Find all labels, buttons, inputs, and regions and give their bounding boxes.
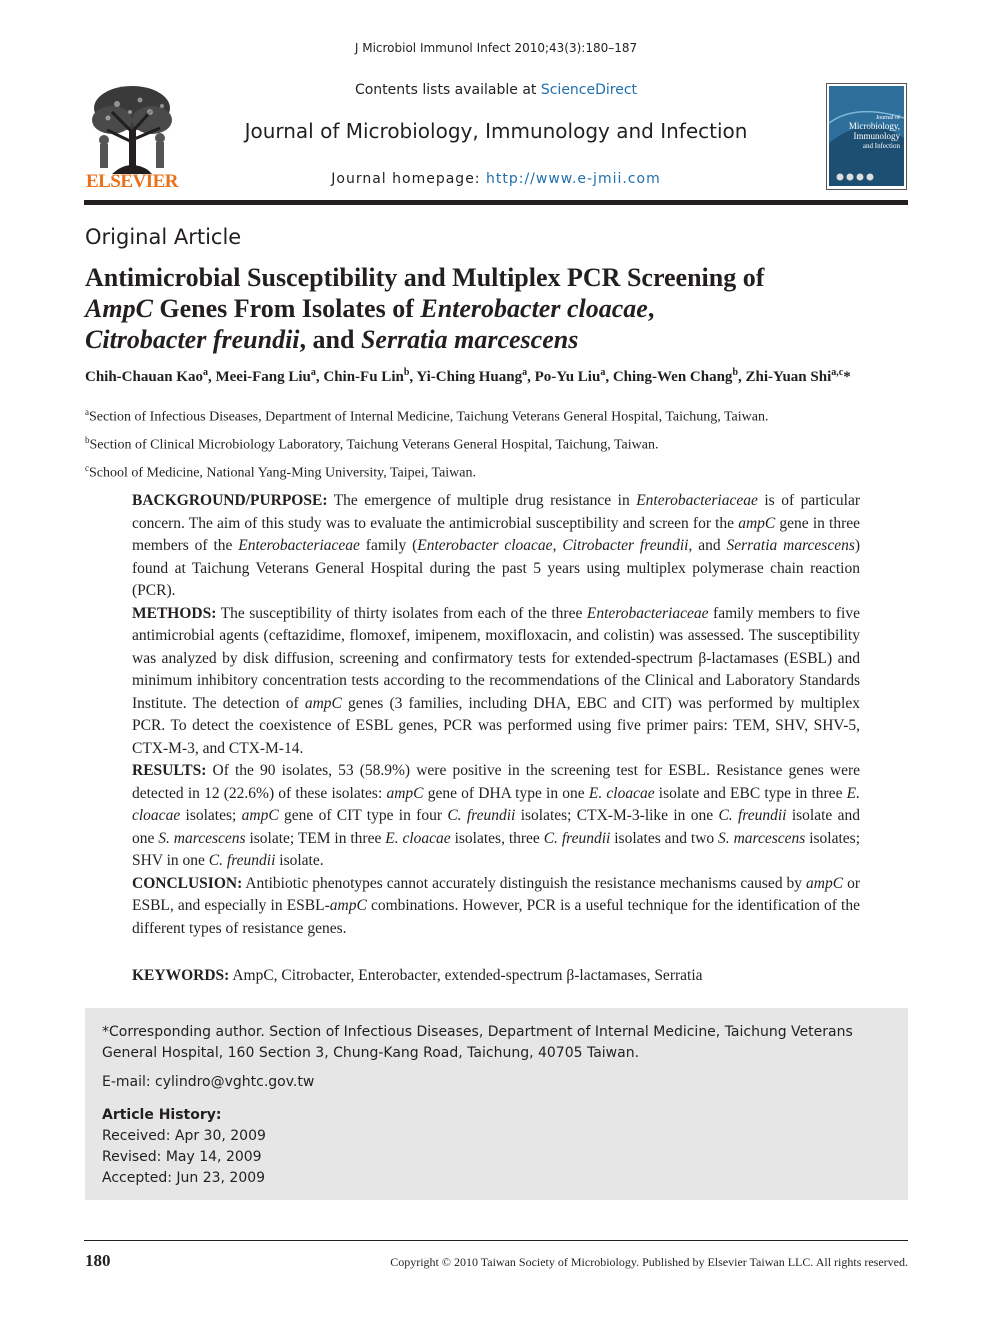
cover-title-line-2: Microbiology,	[848, 121, 900, 131]
copyright-notice: Copyright © 2010 Taiwan Society of Microbiology. Published by Elsevier Taiwan LLC. All rights reserved.	[390, 1255, 908, 1269]
abstract-text: or ESBL, and especially in ESBL-	[132, 874, 860, 914]
author-name: Ching-Wen Chang	[612, 369, 733, 385]
author-affil-sup: a,c	[831, 367, 844, 378]
homepage-link[interactable]: http://www.e-jmii.com	[485, 171, 661, 187]
journal-title: Journal of Microbiology, Immunology and Infection	[244, 119, 748, 143]
abstract-text: isolates;	[180, 807, 242, 824]
abstract-italic-term: C. freundii	[447, 807, 516, 824]
history-heading: Article History:	[102, 1107, 222, 1123]
author-affil-sup: b	[732, 367, 738, 378]
abstract-italic-term: ampC	[304, 694, 342, 712]
affiliation-text: School of Medicine, National Yang-Ming University, Taipei, Taiwan.	[89, 465, 477, 481]
history-accepted: Accepted: Jun 23, 2009	[102, 1170, 266, 1186]
author-name: Zhi-Yuan Shi	[745, 369, 832, 385]
abstract-text: isolate; TEM in three	[245, 829, 386, 847]
abstract-italic-term: ampC	[738, 514, 776, 532]
author-sep: ,	[315, 369, 324, 385]
abstract-italic-term: ampC	[329, 897, 367, 914]
abstract-italic-term: Citrobacter freundii	[562, 537, 689, 554]
abstract-text: is of particular concern. The aim of this study was to evaluate the antimicrobial susceptibility and screen for the	[132, 492, 860, 532]
affiliation-item	[85, 401, 915, 429]
abstract-text: family (	[359, 537, 418, 554]
author-affil-sup: a	[600, 367, 606, 378]
header-rule	[84, 200, 908, 205]
abstract-text: gene of CIT type in four	[278, 807, 448, 824]
abstract-italic-term: Enterobacter cloacae	[417, 537, 553, 554]
affiliation-item	[85, 429, 915, 457]
abstract-italic-term: Enterobacteriaceae	[636, 492, 758, 509]
author-sep: ,	[605, 369, 613, 385]
sciencedirect-link[interactable]: ScienceDirect	[540, 82, 638, 98]
abstract-italic-term: C. freundii	[543, 829, 611, 847]
author-affil-sup: a	[310, 367, 316, 378]
title-text: Genes From Isolates of	[152, 294, 421, 323]
abstract-text: family members to five antimicrobial agents (ceftazidime, flomoxef, imipenem, moxifloxacin, and colistin) was assessed. The susceptibility was analyzed by disk diffusion, screening and confirmatory tests for extended-spectrum β-lactamases (ESBL) and minimum inhibitory concentration tests according to the recommendations of the Clinical and Laboratory Standards Institute. The detection of	[132, 604, 860, 712]
abstract-results	[132, 760, 860, 873]
section-label: RESULTS:	[132, 762, 207, 779]
abstract-italic-term: C. freundii	[208, 852, 276, 869]
abstract-text: isolates and two	[610, 829, 719, 847]
abstract-italic-term: E. cloacae	[385, 829, 451, 847]
abstract-italic-term: ampC	[806, 874, 844, 892]
abstract-text: isolates; CTX-M-3-like in one	[515, 807, 719, 824]
abstract-text: isolates, three	[450, 829, 544, 847]
abstract-text: gene in three members of the	[132, 514, 860, 554]
abstract-italic-term: ampC	[386, 784, 424, 802]
abstract-italic-term: S. marcescens	[718, 829, 806, 847]
author-sep: ,	[207, 369, 216, 385]
author-name: Yi-Ching Huang	[416, 369, 523, 385]
abstract-italic-term: S. marcescens	[158, 829, 246, 847]
abstract-text: ,	[552, 537, 563, 554]
abstract-text: combinations. However, PCR is a useful technique for the identification of the different types of resistance genes.	[132, 897, 860, 937]
abstract-text: The susceptibility of thirty isolates from each of the three	[216, 604, 587, 622]
author[interactable]	[746, 369, 851, 385]
abstract-background	[132, 490, 860, 603]
keywords	[132, 965, 860, 988]
title-line-1: Antimicrobial Susceptibility and Multiplex PCR Screening of	[85, 263, 765, 292]
footer-rule	[84, 1240, 908, 1241]
author-sep: ,	[527, 369, 535, 385]
author-affil-sup: a	[202, 367, 208, 378]
author-name: Chin-Fu Lin	[323, 369, 404, 385]
author[interactable]	[416, 369, 534, 385]
abstract-italic-term: Serratia marcescens	[726, 537, 855, 554]
abstract-text: Antibiotic phenotypes cannot accurately distinguish the resistance mechanisms caused by	[242, 874, 807, 892]
affiliations	[85, 401, 915, 485]
title-species-italic: Serratia marcescens	[360, 325, 579, 354]
title-gene-italic: AmpC	[85, 294, 153, 323]
abstract-text: gene of DHA type in one	[423, 784, 589, 802]
history-received: Received: Apr 30, 2009	[102, 1128, 266, 1144]
cover-title-line-1: Journal of	[875, 115, 900, 121]
abstract-italic-term: Enterobacteriaceae	[586, 604, 709, 622]
corresponding-email[interactable]: E-mail: cylindro@vghtc.gov.tw	[102, 1074, 315, 1090]
author-name: Chih-Chauan Kao	[85, 369, 203, 385]
abstract-italic-term: Enterobacteriaceae	[238, 537, 360, 554]
title-text: ,	[647, 294, 655, 323]
keywords-label: KEYWORDS:	[132, 967, 230, 984]
article-title	[85, 262, 905, 355]
author-list	[85, 367, 915, 386]
abstract-italic-term: ampC	[241, 807, 279, 824]
title-species-italic: Enterobacter cloacae	[420, 294, 648, 323]
abstract-text: The emergence of multiple drug resistance in	[327, 492, 637, 509]
affiliation-item	[85, 457, 915, 485]
affiliation-sup: a	[85, 407, 89, 417]
journal-citation: J Microbiol Immunol Infect 2010;43(3):180–187	[354, 41, 638, 55]
abstract	[132, 490, 860, 940]
author[interactable]	[613, 369, 746, 385]
abstract-text: , and	[688, 537, 727, 554]
abstract-text: isolate.	[275, 852, 324, 869]
abstract-text: genes (3 families, including DHA, EBC and CIT) was performed by multiplex PCR. To detect the coexistence of ESBL genes, PCR was performed using five primer pairs: TEM, SHV, SHV-5, CTX-M-3, and CTX-M-14.	[132, 694, 860, 757]
abstract-methods	[132, 603, 860, 761]
article-history	[102, 1105, 266, 1189]
cover-title-line-4: and Infection	[862, 142, 900, 150]
author[interactable]	[85, 369, 215, 385]
section-label: BACKGROUND/PURPOSE:	[132, 492, 328, 509]
affiliation-sup: b	[85, 435, 90, 446]
keywords-list: AmpC, Citrobacter, Enterobacter, extended-spectrum β-lactamases, Serratia	[229, 967, 703, 984]
page-number: 180	[85, 1251, 111, 1270]
author-name: Po-Yu Liu	[534, 369, 601, 385]
abstract-conclusion	[132, 873, 860, 941]
contents-prefix: Contents lists available at	[354, 82, 541, 98]
section-label: CONCLUSION:	[132, 874, 243, 892]
author-sep: *	[843, 369, 851, 385]
affiliation-sup: c	[85, 463, 89, 474]
section-label: METHODS:	[132, 604, 217, 622]
abstract-italic-term: E. cloacae	[132, 784, 860, 824]
author-sep: ,	[409, 369, 417, 385]
author-affil-sup: b	[403, 367, 410, 378]
abstract-italic-term: E. cloacae	[588, 784, 655, 802]
abstract-text: isolate and EBC type in three	[654, 784, 847, 802]
history-revised: Revised: May 14, 2009	[102, 1149, 262, 1165]
cover-title-line-3: Immunology	[853, 131, 900, 141]
abstract-italic-term: C. freundii	[718, 807, 787, 824]
abstract-text: isolate and one	[132, 807, 860, 847]
title-species-italic: Citrobacter freundii	[85, 325, 300, 354]
affiliation-text: Section of Infectious Diseases, Department of Internal Medicine, Taichung Veterans General Hospital, Taichung, Taiwan.	[89, 409, 769, 425]
abstract-text: isolates; SHV in one	[132, 829, 861, 869]
author-name: Meei-Fang Liu	[215, 369, 311, 385]
corresponding-author: *Corresponding author. Section of Infectious Diseases, Department of Internal Medicine, Taichung Veterans General Hospital, 160 Section 3, Chung-Kang Road, Taichung, 40705 Taiwan.	[102, 1024, 853, 1061]
author[interactable]	[215, 369, 323, 385]
author-sep: ,	[738, 369, 746, 385]
author[interactable]	[323, 369, 416, 385]
author-affil-sup: a	[522, 367, 528, 378]
title-text: , and	[299, 325, 361, 354]
homepage-prefix: Journal homepage:	[331, 171, 486, 187]
abstract-text: Of the 90 isolates, 53 (58.9%) were positive in the screening test for ESBL. Resistance genes were detected in 12 (22.6%) of these isolates:	[132, 762, 860, 802]
article-type: Original Article	[85, 225, 242, 249]
affiliation-text: Section of Clinical Microbiology Laboratory, Taichung Veterans General Hospital, Taichung, Taiwan.	[89, 437, 659, 453]
elsevier-wordmark: ELSEVIER	[85, 171, 179, 192]
abstract-text: ) found at Taichung Veterans General Hospital during the past 5 years using multiplex polymerase chain reaction (PCR).	[132, 537, 861, 599]
author[interactable]	[535, 369, 613, 385]
journal-cover-thumbnail[interactable]	[826, 83, 907, 190]
